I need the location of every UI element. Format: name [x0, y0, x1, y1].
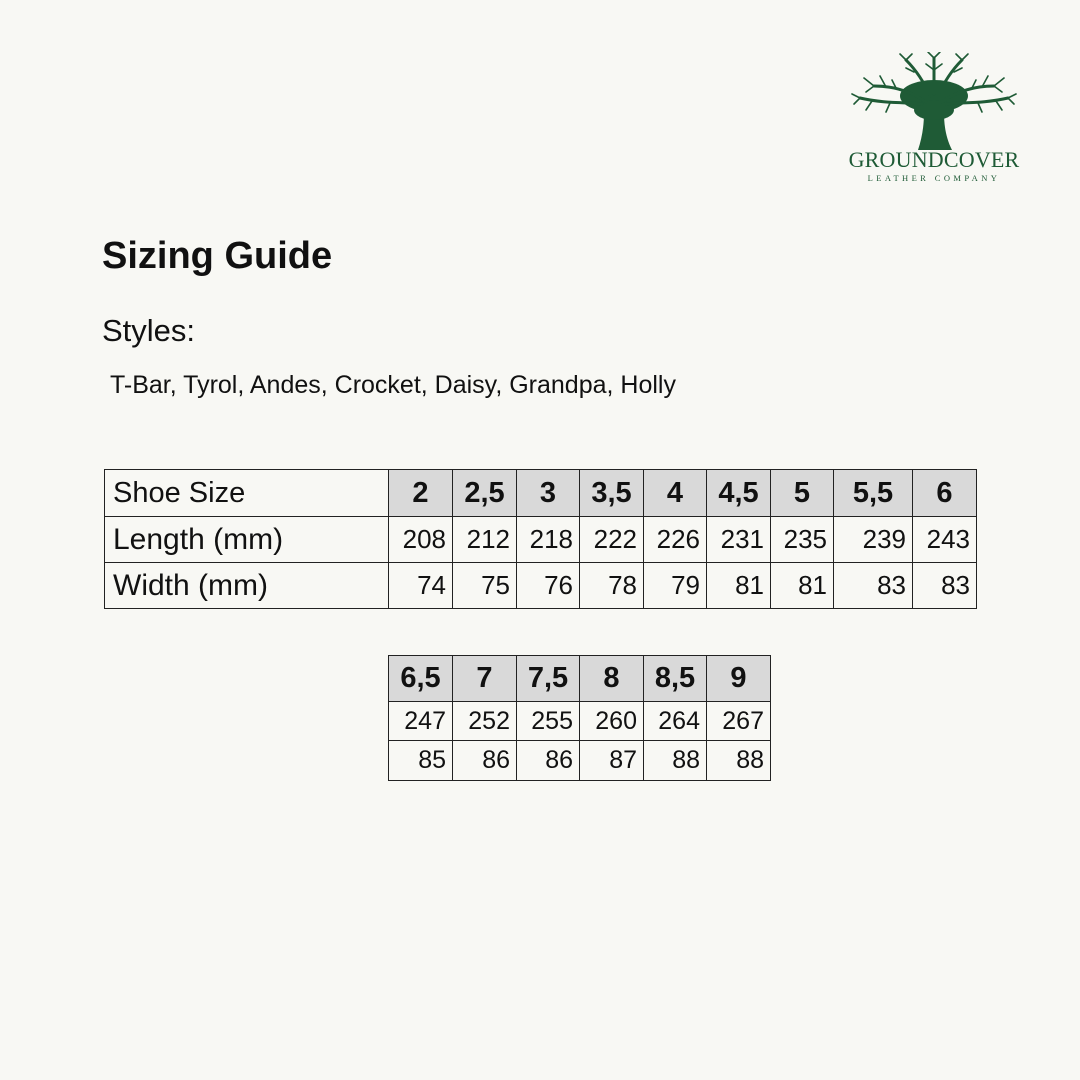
width-cell: 75: [453, 563, 517, 609]
page-title: Sizing Guide: [102, 235, 333, 277]
row-label-width: Width (mm): [105, 563, 389, 609]
brand-logo: [846, 52, 1022, 188]
size-table-2: [388, 655, 771, 781]
width-row: [105, 563, 977, 609]
width-row: [389, 741, 771, 781]
size-cell: 6: [913, 470, 977, 517]
size-cell: 7,5: [517, 656, 580, 702]
width-cell: 86: [453, 741, 517, 781]
length-cell: 235: [771, 517, 834, 563]
width-cell: 85: [389, 741, 453, 781]
size-cell: 9: [707, 656, 771, 702]
length-cell: 264: [644, 702, 707, 741]
width-cell: 78: [580, 563, 644, 609]
length-cell: 212: [453, 517, 517, 563]
width-cell: 83: [834, 563, 913, 609]
size-cell: 4: [644, 470, 707, 517]
size-cell: 3,5: [580, 470, 644, 517]
length-cell: 267: [707, 702, 771, 741]
tree-logo-icon: [846, 52, 1022, 150]
size-cell: 5,5: [834, 470, 913, 517]
length-cell: 255: [517, 702, 580, 741]
width-cell: 87: [580, 741, 644, 781]
size-cell: 2,5: [453, 470, 517, 517]
size-table-1: [104, 469, 977, 609]
width-cell: 81: [771, 563, 834, 609]
size-cell: 8: [580, 656, 644, 702]
length-cell: 260: [580, 702, 644, 741]
size-cell: 3: [517, 470, 580, 517]
size-cell: 6,5: [389, 656, 453, 702]
length-cell: 247: [389, 702, 453, 741]
length-cell: 222: [580, 517, 644, 563]
length-row: [389, 702, 771, 741]
width-cell: 81: [707, 563, 771, 609]
size-cell: 2: [389, 470, 453, 517]
brand-tagline: LEATHER COMPANY: [867, 173, 1001, 183]
length-cell: 208: [389, 517, 453, 563]
size-cell: 4,5: [707, 470, 771, 517]
width-cell: 74: [389, 563, 453, 609]
size-cell: 8,5: [644, 656, 707, 702]
length-cell: 226: [644, 517, 707, 563]
brand-name: GROUNDCOVER: [848, 147, 1020, 172]
length-row: [105, 517, 977, 563]
width-cell: 88: [707, 741, 771, 781]
length-cell: 243: [913, 517, 977, 563]
row-label-shoe-size: Shoe Size: [105, 470, 389, 517]
shoe-size-row: [105, 470, 977, 517]
width-cell: 76: [517, 563, 580, 609]
styles-label: Styles:: [102, 313, 196, 348]
length-cell: 239: [834, 517, 913, 563]
shoe-size-row: [389, 656, 771, 702]
width-cell: 83: [913, 563, 977, 609]
styles-list: T-Bar, Tyrol, Andes, Crocket, Daisy, Grandpa, Holly: [110, 371, 676, 399]
width-cell: 79: [644, 563, 707, 609]
size-cell: 7: [453, 656, 517, 702]
length-cell: 231: [707, 517, 771, 563]
width-cell: 88: [644, 741, 707, 781]
length-cell: 218: [517, 517, 580, 563]
row-label-length: Length (mm): [105, 517, 389, 563]
width-cell: 86: [517, 741, 580, 781]
length-cell: 252: [453, 702, 517, 741]
size-cell: 5: [771, 470, 834, 517]
